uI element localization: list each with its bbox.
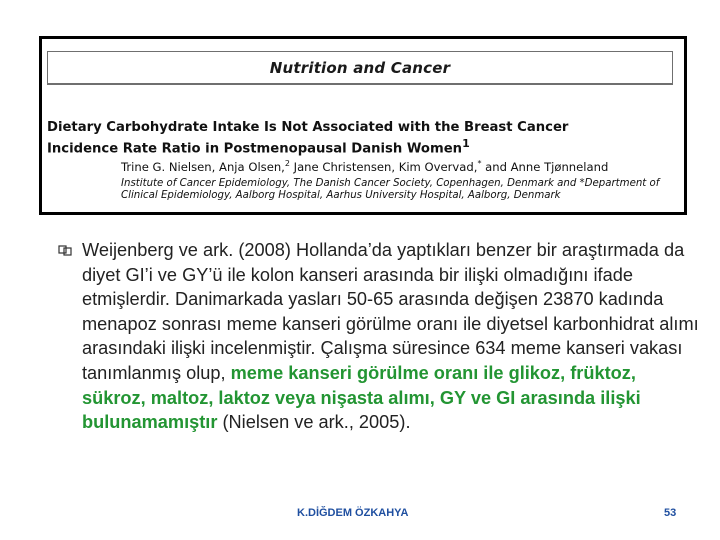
paper-title-line1: Dietary Carbohydrate Intake Is Not Associated with the Breast Cancer xyxy=(47,120,569,135)
paper-excerpt-image xyxy=(39,36,687,215)
journal-header xyxy=(47,51,673,85)
paragraph-text-2: (Nielsen ve ark., 2005). xyxy=(217,412,411,433)
paper-title-line2: Incidence Rate Ratio in Postmenopausal Danish Women xyxy=(47,141,463,157)
paragraph-text-1: Weijenberg ve ark. (2008) Hollanda’da yaptıkları benzer bir araştırmada da diyet GI’i ve GY’ü ile kolon kanseri arasında bir ilişki olmadığını ifade etmişlerdir. Danimarkada yasları 50-65 arasında değişen 23870 kadında menapoz sonrası meme kanseri görülme oranı ile diyetsel karbonhidrat alımı arasındaki ilişki incelenmiştir. Çalışma süresince 634 meme kanseri vakası tanımlanmış olup, xyxy=(82,240,699,383)
footer-author: K.DİĞDEM ÖZKAHYA xyxy=(297,507,409,519)
affiliation-line2: Clinical Epidemiology, Aalborg Hospital, Aarhus University Hospital, Aalborg, Denmark xyxy=(121,190,561,201)
authors-part-a: Trine G. Nielsen, Anja Olsen, xyxy=(121,159,285,174)
paper-title xyxy=(47,120,687,157)
hollow-square-bullet-icon xyxy=(58,244,74,256)
paper-title-footnote: 1 xyxy=(462,137,470,150)
journal-title: Nutrition and Cancer xyxy=(269,58,451,77)
paragraph-highlight: meme kanseri görülme oranı ile glikoz, früktoz, sükroz, maltoz, laktoz veya nişasta alımı, GY ve GI arasında ilişki bulunamamıştır xyxy=(82,362,641,433)
footer-page-number: 53 xyxy=(664,507,677,519)
paper-affiliation xyxy=(121,178,687,202)
authors-sup-b: * xyxy=(477,159,482,168)
bullet-paragraph xyxy=(82,238,702,435)
affiliation-line1: Institute of Cancer Epidemiology, The Danish Cancer Society, Copenhagen, Denmark and *Department of xyxy=(121,178,660,189)
paper-authors xyxy=(121,157,691,174)
authors-part-c: and Anne Tjønneland xyxy=(481,159,609,174)
authors-sup-a: 2 xyxy=(284,159,290,168)
authors-part-b: Jane Christensen, Kim Overvad, xyxy=(289,159,478,174)
